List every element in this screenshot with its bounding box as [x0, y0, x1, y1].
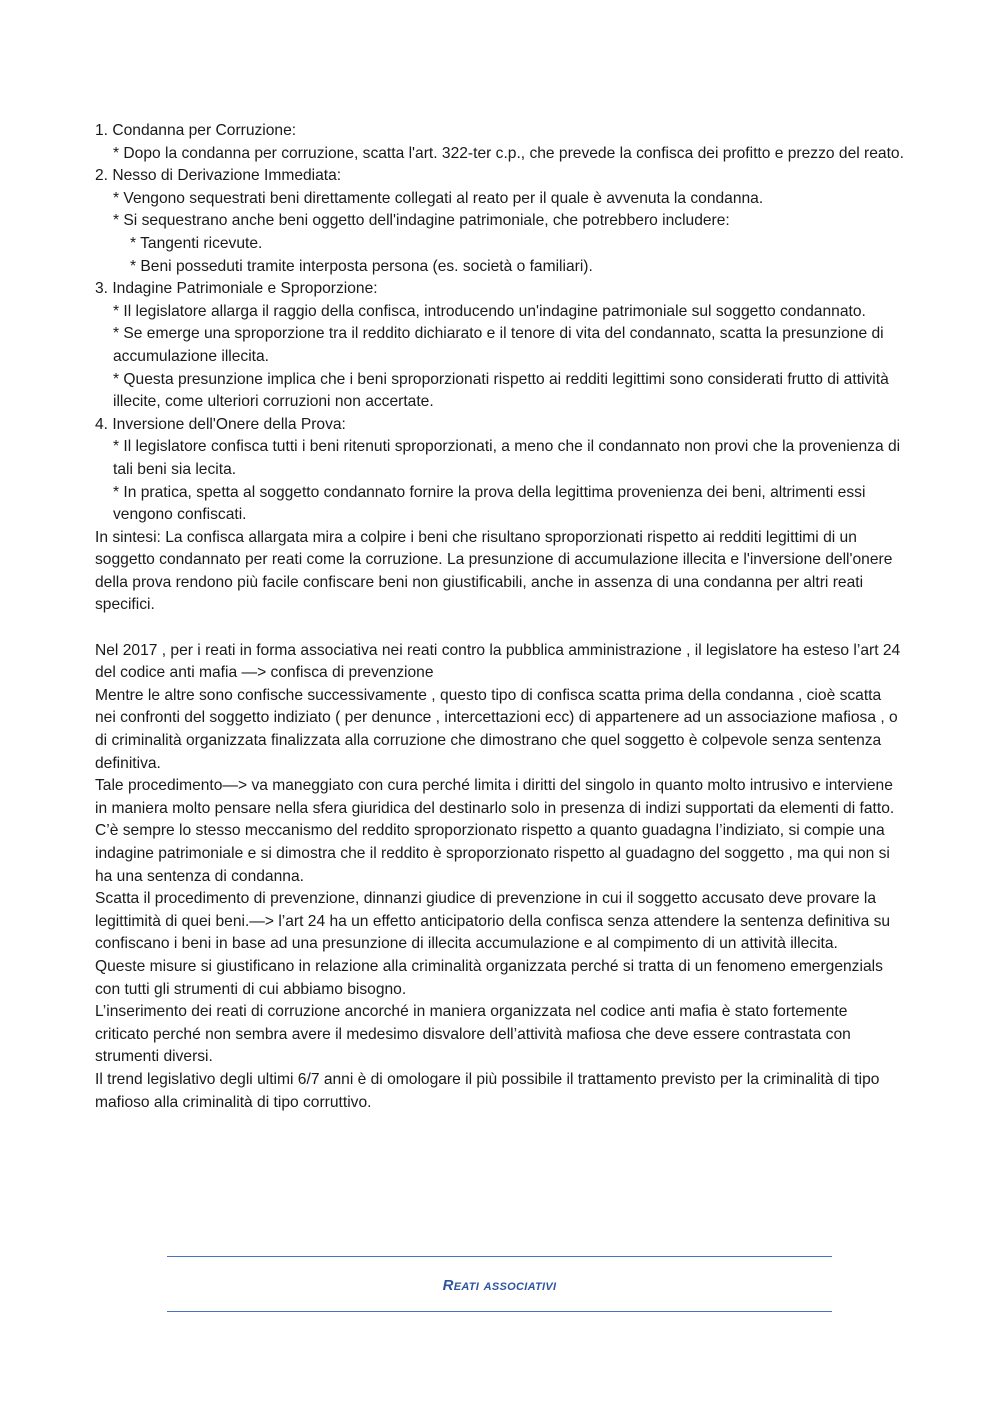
list-bullet: * Se emerge una sproporzione tra il reddito dichiarato e il tenore di vita del condannato, scatta la presunzione di accumulazione illecita. [113, 325, 884, 365]
body-paragraph: Mentre le altre sono confische successivamente , questo tipo di confisca scatta prima della condanna , cioè scatta nei confronti del soggetto indiziato ( per denunce , intercettazioni ecc) di appartenere ad un associazione mafiosa , o di criminalità organizzata finalizzata alla corruzione che dimostrano che quel soggetto è colpevole senza sentenza definitiva. [95, 686, 898, 772]
list-bullet: * In pratica, spetta al soggetto condannato fornire la prova della legittima provenienza dei beni, altrimenti essi vengono confiscati. [113, 483, 866, 524]
document-body [95, 120, 905, 1114]
body-paragraph: Tale procedimento—> va maneggiato con cura perché limita i diritti del singolo in quanto molto intrusivo e interviene in maniera molto pensare nella sfera giuridica del destinarlo solo in presenza di indizi supportati da elementi di fatto. [95, 777, 895, 817]
body-paragraphs [95, 640, 905, 1114]
list-heading: 2. Nesso di Derivazione Immediata: [95, 167, 342, 185]
list-bullet: * Questa presunzione implica che i beni sproporzionati rispetto ai redditi legittimi sono considerati frutto di attività illecite, come ulteriori corruzioni non accertate. [113, 370, 889, 411]
list-bullet: * Dopo la condanna per corruzione, scatta l'art. 322-ter c.p., che prevede la confisca dei profitto e prezzo del reato. [113, 144, 904, 162]
summary-paragraph: In sintesi: La confisca allargata mira a colpire i beni che risultano sproporzionati rispetto ai redditi legittimi di un soggetto condannato per reati come la corruzione. La presunzione di accumulazione illecita e l'inversione dell'onere della prova rendono più facile confiscare beni non giustificabili, anche in assenza di una condanna per altri reati specifici. [95, 528, 893, 614]
body-paragraph: Il trend legislativo degli ultimi 6/7 anni è di omologare il più possibile il trattamento previsto per la criminalità di tipo mafioso alla criminalità di tipo corruttivo. [95, 1070, 880, 1111]
page-footer [167, 1256, 832, 1312]
body-paragraph: C’è sempre lo stesso meccanismo del reddito sproporzionato rispetto a quanto guadagna l’indiziato, si compie una indagine patrimoniale e si dimostra che il reddito è sproporzionato rispetto al guadagno del soggetto , ma qui non si ha una sentenza di condanna. [95, 822, 890, 885]
numbered-list [95, 120, 905, 527]
list-heading: 3. Indagine Patrimoniale e Sproporzione: [95, 280, 378, 298]
list-heading: 1. Condanna per Corruzione: [95, 122, 297, 139]
body-paragraph: Queste misure si giustificano in relazione alla criminalità organizzata perché si tratta di un fenomeno emergenzials con tutti gli strumenti di cui abbiamo bisogno. [95, 957, 883, 998]
list-heading: 4. Inversione dell'Onere della Prova: [95, 415, 346, 433]
body-paragraph: Scatta il procedimento di prevenzione, dinnanzi giudice di prevenzione in cui il soggetto accusato deve provare la legittimità di quei beni.—> l’art 24 ha un effetto anticipatorio della confisca senza attendere la sentenza definitiva su confiscano i beni in base ad una presunzione di illecita accumulazione e al compimento di un attività illecita. [95, 890, 891, 953]
body-paragraph: Nel 2017 , per i reati in forma associativa nei reati contro la pubblica amministrazione , il legislatore ha esteso l’art 24 del codice anti mafia —> confisca di prevenzione [95, 641, 901, 682]
list-bullet: * Beni posseduti tramite interposta persona (es. società o familiari). [130, 257, 593, 275]
footer-section-title: Reati associativi [442, 1277, 557, 1294]
list-bullet: * Tangenti ricevute. [130, 234, 263, 252]
list-bullet: * Il legislatore confisca tutti i beni ritenuti sproporzionati, a meno che il condannato non provi che la provenienza di tali beni sia lecita. [113, 438, 901, 478]
footer-bottom-rule [167, 1311, 832, 1312]
list-bullet: * Vengono sequestrati beni direttamente collegati al reato per il quale è avvenuta la condanna. [113, 189, 764, 207]
blank-line [95, 617, 905, 640]
body-paragraph: L’inserimento dei reati di corruzione ancorché in maniera organizzata nel codice anti mafia è stato fortemente criticato perché non sembra avere il medesimo disvalore dell’attività mafiosa che deve essere contrastata con strumenti diversi. [95, 1003, 851, 1066]
list-bullet: * Si sequestrano anche beni oggetto dell'indagine patrimoniale, che potrebbero includere: [113, 212, 730, 230]
list-bullet: * Il legislatore allarga il raggio della confisca, introducendo un'indagine patrimoniale sul soggetto condannato. [113, 302, 866, 320]
